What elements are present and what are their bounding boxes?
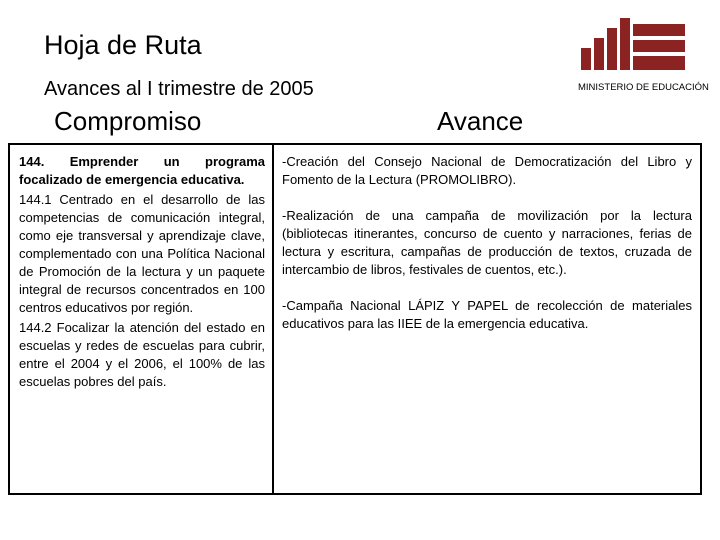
avance-cell xyxy=(274,145,700,493)
compromiso-item: 144.2 Focalizar la atención del estado en escuelas y redes de escuelas para cubrir, entre el 2004 y el 2006, el 100% de las escuelas pobres del país. xyxy=(19,320,265,389)
logo-bar-7 xyxy=(633,56,685,70)
logo-bar-4 xyxy=(620,18,630,70)
logo-bar-1 xyxy=(581,48,591,70)
ministry-logo-icon xyxy=(577,14,687,70)
logo-bar-3 xyxy=(607,28,617,70)
roadmap-table xyxy=(8,143,702,495)
logo-bar-6 xyxy=(633,40,685,52)
avance-item: -Creación del Consejo Nacional de Democratización del Libro y Fomento de la Lectura (PROMOLIBRO). xyxy=(282,154,692,187)
page-title: Hoja de Ruta xyxy=(44,30,202,60)
avance-item: -Campaña Nacional LÁPIZ Y PAPEL de recolección de materiales educativos para las IIEE de la emergencia educativa. xyxy=(282,298,692,331)
logo-bar-5 xyxy=(633,24,685,36)
page-subtitle: Avances al I trimestre de 2005 xyxy=(44,78,314,100)
avance-item: -Realización de una campaña de movilización por la lectura (bibliotecas itinerantes, concurso de cuento y narraciones, ferias de lectura y escritura, campañas de producción de textos, cruzada de intercambio de libros, festivales de cuentos, etc.). xyxy=(282,208,692,277)
column-header-avance: Avance xyxy=(437,106,524,136)
compromiso-cell xyxy=(10,145,274,493)
ministry-label: MINISTERIO DE EDUCACIÓN xyxy=(578,82,709,93)
compromiso-item: 144. Emprender un programa focalizado de emergencia educativa. xyxy=(19,154,265,187)
compromiso-item: 144.1 Centrado en el desarrollo de las competencias de comunicación integral, como eje transversal y aprendizaje clave, complementado con una Política Nacional de Promoción de la lectura y un paquete integral de recursos concentrados en 100 centros educativos por región. xyxy=(19,192,265,315)
column-header-compromiso: Compromiso xyxy=(54,106,202,136)
logo-bar-2 xyxy=(594,38,604,70)
